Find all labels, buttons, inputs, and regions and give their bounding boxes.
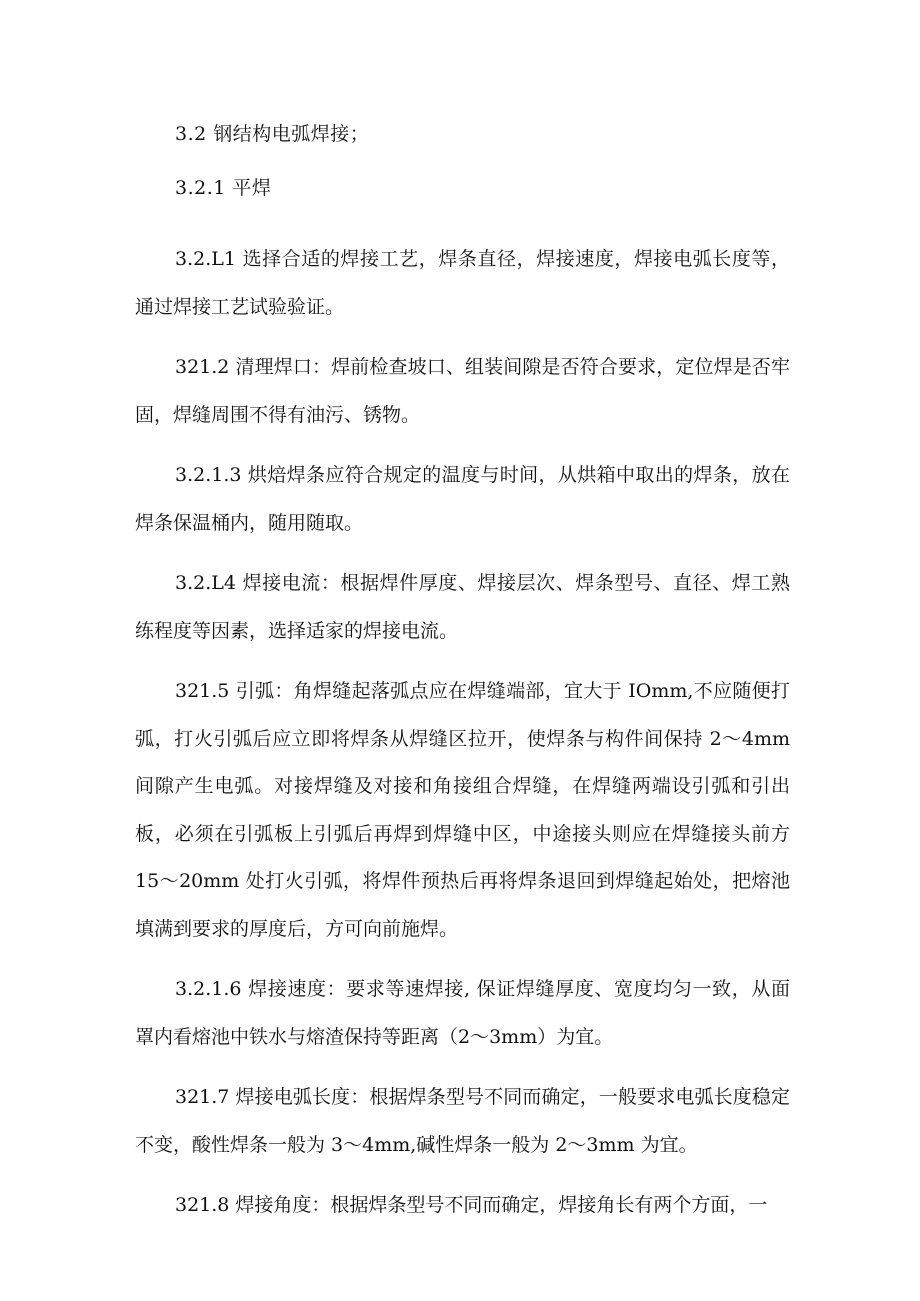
paragraph-3-2-1-6: 3.2.1.6 焊接速度：要求等速焊接, 保证焊缝厚度、宽度均匀一致，从面罩内看熔池中铁水与熔渣保持等距离（2～3mm）为宜。 <box>135 978 790 1048</box>
paragraph-3-2-1-3: 3.2.1.3 烘焙焊条应符合规定的温度与时间，从烘箱中取出的焊条，放在焊条保温桶内，随用随取。 <box>135 464 790 534</box>
paragraph-3-2-1-8: 321.8 焊接角度：根据焊条型号不同而确定，焊接角长有两个方面，一 <box>175 1194 768 1216</box>
paragraph-3-2-1-1: 3.2.L1 选择合适的焊接工艺，焊条直径，焊接速度，焊接电弧长度等，通过焊接工艺试验验证。 <box>135 248 790 318</box>
section-heading: 3.2 钢结构电弧焊接； <box>175 123 370 145</box>
paragraph-3-2-1-7: 321.7 焊接电弧长度：根据焊条型号不同而确定，一般要求电弧长度稳定不变，酸性焊条一般为 3～4mm,碱性焊条一般为 2～3mm 为宜。 <box>135 1086 790 1156</box>
subsection-heading: 3.2.1 平焊 <box>175 177 272 199</box>
paragraph-3-2-1-2: 321.2 清理焊口：焊前检查坡口、组装间隙是否符合要求，定位焊是否牢固，焊缝周围不得有油污、锈物。 <box>135 356 790 426</box>
paragraph-3-2-1-4: 3.2.L4 焊接电流：根据焊件厚度、焊接层次、焊条型号、直径、焊工熟练程度等因素，选择适家的焊接电流。 <box>135 572 790 642</box>
document-body <box>135 236 790 1230</box>
paragraph-3-2-1-5: 321.5 引弧：角焊缝起落弧点应在焊缝端部，宜大于 IOmm,不应随便打弧，打火引弧后应立即将焊条从焊缝区拉开，使焊条与构件间保持 2～4mm 间隙产生电弧。对接焊缝及对接和角接组合焊缝，在焊缝两端设引弧和引出板，必须在引弧板上引弧后再焊到焊缝中区，中途接头则应在焊缝接头前方 15～20mm 处打火引弧，将焊件预热后再将焊条退回到焊缝起始处，把熔池填满到要求的厚度后，方可向前施焊。 <box>135 680 790 940</box>
